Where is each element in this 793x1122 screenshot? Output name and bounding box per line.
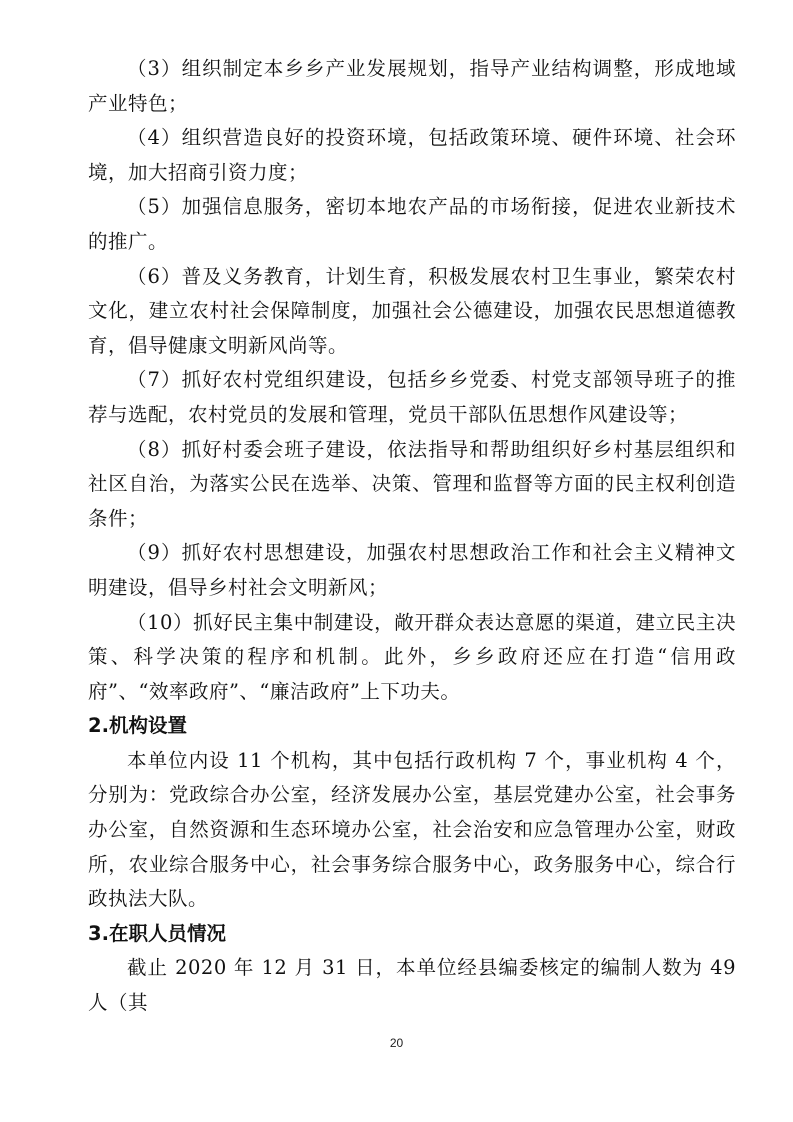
organization-paragraph: 本单位内设 11 个机构，其中包括行政机构 7 个，事业机构 4 个，分别为：党政综合办公室，经济发展办公室，基层党建办公室，社会事务办公室，自然资源和生态环境办公室，社会治安和应急管理办公室，财政所，农业综合服务中心，社会事务综合服务中心，政务服务中心，综合行政执法大队。: [88, 748, 736, 911]
duty-item-6: （6）普及义务教育，计划生育，积极发展农村卫生事业，繁荣农村文化，建立农村社会保障制度，加强社会公德建设，加强农民思想道德教育，倡导健康文明新风尚等。: [88, 264, 736, 357]
duty-item-8: （8）抓好村委会班子建设，依法指导和帮助组织好乡村基层组织和社区自治，为落实公民在选举、决策、管理和监督等方面的民主权利创造条件；: [88, 437, 736, 530]
duty-item-7: （7）抓好农村党组织建设，包括乡乡党委、村党支部领导班子的推荐与选配，农村党员的发展和管理，党员干部队伍思想作风建设等；: [88, 368, 736, 426]
duty-item-10: （10）抓好民主集中制建设，敞开群众表达意愿的渠道，建立民主决策、科学决策的程序和机制。此外，乡乡政府还应在打造“信用政府”、“效率政府”、“廉洁政府”上下功夫。: [88, 610, 736, 703]
page-content: [88, 52, 736, 1021]
duty-item-9: （9）抓好农村思想建设，加强农村思想政治工作和社会主义精神文明建设，倡导乡村社会文明新风；: [88, 541, 736, 599]
section-heading-organization: 2.机构设置: [88, 714, 187, 738]
duty-item-4: （4）组织营造良好的投资环境，包括政策环境、硬件环境、社会环境，加大招商引资力度；: [88, 126, 736, 184]
section-heading-staff: 3.在职人员情况: [88, 921, 226, 945]
duty-item-5: （5）加强信息服务，密切本地农产品的市场衔接，促进农业新技术的推广。: [88, 195, 736, 253]
duty-item-3: （3）组织制定本乡乡产业发展规划，指导产业结构调整，形成地域产业特色；: [88, 57, 736, 115]
staff-paragraph: 截止 2020 年 12 月 31 日，本单位经县编委核定的编制人数为 49 人（其: [88, 956, 736, 1015]
page-number: 20: [389, 1036, 404, 1050]
